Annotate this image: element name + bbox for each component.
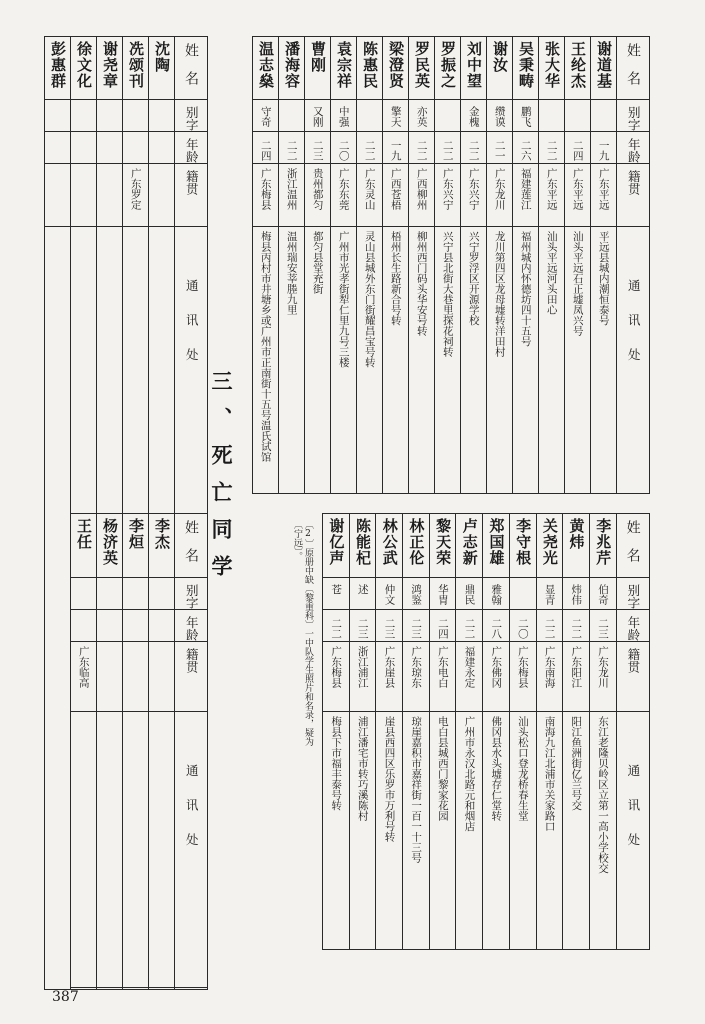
row-name — [253, 37, 650, 100]
address: 南海九江北浦市关家路口 — [543, 716, 556, 832]
alias: 鼎民 — [463, 584, 476, 605]
native-place: 广东灵山 — [363, 168, 376, 210]
page-number: 387 — [52, 989, 79, 1005]
native-place: 广东临高 — [77, 646, 90, 688]
age: 二二 — [363, 140, 376, 161]
native-place: 福建永定 — [463, 646, 476, 688]
address: 龙川第四区龙母墟转洋田村 — [493, 231, 506, 357]
alias: 述 — [356, 584, 369, 595]
age: 二二 — [463, 618, 476, 639]
person-name: 李兆芹 — [594, 518, 613, 566]
header-alias: 别字 — [184, 584, 200, 609]
address: 平远县城内潮恒泰号 — [597, 231, 610, 326]
bottom-left-table — [70, 513, 208, 988]
person-name: 卢志新 — [460, 518, 479, 566]
age: 二二 — [415, 140, 428, 161]
address: 浦江潘宅市转巧溪陈村 — [356, 716, 369, 821]
person-name: 黄炜 — [567, 518, 586, 550]
native-place: 广东佛冈 — [490, 646, 503, 688]
age: 二二 — [467, 140, 480, 161]
address: 梅县丙村市井塘乡或广州市正南街十五号温氏试馆 — [259, 231, 272, 462]
native-place: 广东电白 — [436, 646, 449, 688]
header-name: 姓名 — [183, 43, 199, 99]
person-name: 林正伦 — [407, 518, 426, 566]
person-name: 谢亿声 — [327, 518, 346, 566]
header-origin: 籍贯 — [626, 170, 642, 195]
age: 二八 — [490, 618, 503, 639]
row-age — [45, 132, 208, 164]
row-address — [323, 712, 650, 950]
row-alias — [323, 578, 650, 610]
alias: 擎天 — [389, 106, 402, 127]
person-name: 李杰 — [153, 518, 171, 550]
age: 二三 — [383, 618, 396, 639]
section-title: 三、死亡同学 — [209, 370, 233, 592]
alias: 缵谟 — [493, 106, 506, 127]
alias: 苍 — [330, 584, 343, 595]
address: 梧州长生路新合号转 — [389, 231, 402, 326]
native-place: 广东罗定 — [129, 168, 142, 210]
native-place: 广东梅县 — [330, 646, 343, 688]
person-name: 陈能杞 — [354, 518, 373, 566]
alias: 守奇 — [259, 106, 272, 127]
address: 琼崖嘉积市嘉祥街一百一十三号 — [410, 716, 423, 863]
row-origin — [323, 642, 650, 712]
footnote: 〔2〕原册中缺〔黎重科〕一中队学生照片和名录，疑为〔宁远〕。 — [292, 520, 313, 746]
native-place: 广西柳州 — [415, 168, 428, 210]
person-name: 关尧光 — [540, 518, 559, 566]
alias: 鸿鉴 — [410, 584, 423, 605]
native-place: 广东龙川 — [493, 168, 506, 210]
header-origin: 籍贯 — [184, 648, 200, 673]
row-age — [253, 132, 650, 164]
age: 一九 — [597, 140, 610, 161]
age: 二二 — [441, 140, 454, 161]
person-name: 谢道基 — [595, 41, 613, 89]
address: 福州城内怀德坊四十五号 — [519, 231, 532, 347]
alias: 雅翰 — [490, 584, 503, 605]
alias: 炜伟 — [570, 584, 583, 605]
person-name: 潘海容 — [283, 41, 301, 89]
age: 二一 — [493, 140, 506, 161]
native-place: 广东兴宁 — [441, 168, 454, 210]
alias: 金槐 — [467, 106, 480, 127]
person-name: 王任 — [75, 518, 93, 550]
native-place: 广东平远 — [545, 168, 558, 210]
row-origin — [253, 164, 650, 227]
native-place: 广东梅县 — [259, 168, 272, 210]
header-age: 年龄 — [184, 138, 200, 163]
row-name — [323, 514, 650, 578]
address: 阳江鱼洲街亿兰号交 — [570, 716, 583, 811]
alias: 显青 — [543, 584, 556, 605]
native-place: 广东梅县 — [516, 646, 529, 688]
age: 二三 — [410, 618, 423, 639]
native-place: 浙江浦江 — [356, 646, 369, 688]
address: 兴宁县北街大巷里探花祠转 — [441, 231, 454, 357]
header-address: 通讯处 — [625, 764, 641, 868]
address: 佛冈县水头墟存仁堂转 — [490, 716, 503, 821]
person-name: 陈惠民 — [361, 41, 379, 89]
person-name: 张大华 — [543, 41, 561, 89]
header-age: 年龄 — [184, 616, 200, 641]
alias: 伯奇 — [596, 584, 609, 605]
header-origin: 籍贯 — [625, 648, 641, 673]
header-name: 姓名 — [625, 43, 641, 99]
header-alias: 别字 — [625, 584, 641, 609]
native-place: 广东平远 — [597, 168, 610, 210]
person-name: 林公武 — [380, 518, 399, 566]
address: 汕头平远河头田心 — [545, 231, 558, 315]
age: 二三 — [596, 618, 609, 639]
person-name: 曹刚 — [309, 41, 327, 73]
row-name — [45, 37, 208, 100]
age: 二四 — [436, 618, 449, 639]
native-place: 广东南海 — [543, 646, 556, 688]
person-name: 李烜 — [127, 518, 145, 550]
age: 二〇 — [516, 618, 529, 639]
person-name: 罗民英 — [413, 41, 431, 89]
address: 崖县西四区乐罗市万利号转 — [383, 716, 396, 842]
header-name: 姓名 — [183, 520, 199, 576]
alias: 鹏飞 — [519, 106, 532, 127]
person-name: 袁宗祥 — [335, 41, 353, 89]
native-place: 广东平远 — [571, 168, 584, 210]
alias: 中强 — [337, 106, 350, 127]
header-alias: 别字 — [184, 106, 200, 131]
row-age — [323, 610, 650, 642]
person-name: 冼颂刊 — [127, 41, 145, 89]
person-name: 杨济英 — [101, 518, 119, 566]
address: 广州市永汉北路元和烟店 — [463, 716, 476, 832]
address: 电白县城西门黎家花园 — [436, 716, 449, 821]
header-age: 年龄 — [625, 616, 641, 641]
age: 二三 — [356, 618, 369, 639]
age: 二六 — [519, 140, 532, 161]
address: 兴宁罗浮区开源学校 — [467, 231, 480, 326]
native-place: 贵州都匀 — [311, 168, 324, 210]
age: 二二 — [285, 140, 298, 161]
native-place: 福建莲江 — [519, 168, 532, 210]
person-name: 罗振之 — [439, 41, 457, 89]
alias: 华胄 — [436, 584, 449, 605]
person-name: 刘中望 — [465, 41, 483, 89]
native-place: 广西苍梧 — [389, 168, 402, 210]
alias: 又刚 — [311, 106, 324, 127]
native-place: 广东兴宁 — [467, 168, 480, 210]
person-name: 王纶杰 — [569, 41, 587, 89]
header-address: 通讯处 — [184, 764, 200, 868]
top-right-table — [252, 36, 650, 494]
bottom-right-table — [322, 513, 650, 950]
age: 二四 — [571, 140, 584, 161]
address: 梅县下市福丰泰号转 — [330, 716, 343, 811]
person-name: 黎天荣 — [434, 518, 453, 566]
person-name: 谢尧章 — [101, 41, 119, 89]
address: 灵山县城外东门街耀昌宝号转 — [363, 231, 376, 368]
age: 二〇 — [337, 140, 350, 161]
person-name: 彭惠群 — [49, 41, 67, 89]
row-alias — [45, 100, 208, 132]
address: 都匀县堂充街 — [311, 231, 324, 294]
age: 二三 — [311, 140, 324, 161]
age: 二四 — [259, 140, 272, 161]
address: 汕头松口登龙桥春生堂 — [516, 716, 529, 821]
header-address: 通讯处 — [626, 279, 642, 383]
alias: 亦英 — [415, 106, 428, 127]
address: 汕头平远石正墟凤兴号 — [571, 231, 584, 336]
person-name: 沈陶 — [153, 41, 171, 73]
person-name: 梁澄贤 — [387, 41, 405, 89]
row-origin — [45, 164, 208, 227]
person-name: 温志燊 — [257, 41, 275, 89]
header-origin: 籍贯 — [184, 170, 200, 195]
age: 一九 — [389, 140, 402, 161]
native-place: 广东东莞 — [337, 168, 350, 210]
header-address: 通讯处 — [184, 279, 200, 383]
person-name: 谢汝 — [491, 41, 509, 73]
age: 二二 — [570, 618, 583, 639]
person-name: 徐文化 — [75, 41, 93, 89]
header-name: 姓名 — [624, 520, 641, 576]
person-name: 吴秉畴 — [517, 41, 535, 89]
native-place: 浙江温州 — [285, 168, 298, 210]
native-place: 广东阳江 — [570, 646, 583, 688]
header-alias: 别字 — [626, 106, 642, 131]
header-age: 年龄 — [626, 138, 642, 163]
row-alias — [253, 100, 650, 132]
address: 柳州西门码头华安号转 — [415, 231, 428, 336]
person-name: 郑国雄 — [487, 518, 506, 566]
age: 二二 — [330, 618, 343, 639]
person-name: 李守根 — [514, 518, 533, 566]
address: 东江老隆贝岭区立第一高小学校交 — [596, 716, 609, 874]
native-place: 广东琼东 — [410, 646, 423, 688]
age: 二二 — [545, 140, 558, 161]
age: 二二 — [543, 618, 556, 639]
address: 广州市光孝街犁仁里九号三楼 — [337, 231, 350, 368]
address: 温州瑞安莘塍九里 — [285, 231, 298, 315]
alias: 仲文 — [383, 584, 396, 605]
native-place: 广东龙川 — [596, 646, 609, 688]
row-address — [253, 227, 650, 494]
native-place: 广东崖县 — [383, 646, 396, 688]
